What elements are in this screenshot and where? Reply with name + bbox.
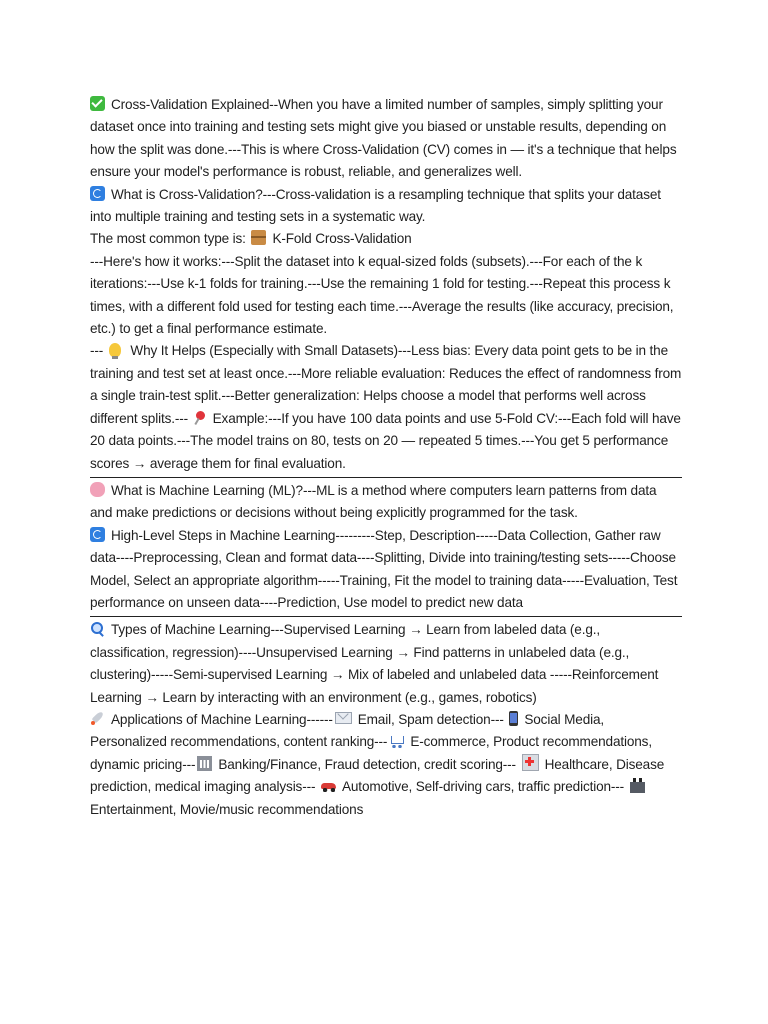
repeat-icon	[90, 527, 105, 542]
application-item: Healthcare, Disease prediction, medical imaging analysis---	[90, 756, 665, 795]
rocket-icon	[90, 711, 105, 726]
what-is-ml-paragraph	[90, 480, 682, 525]
application-item: Banking/Finance, Fraud detection, credit scoring---	[218, 756, 516, 772]
applications-paragraph	[90, 709, 682, 821]
bank-icon	[197, 756, 212, 771]
ml-types-paragraph	[90, 619, 682, 709]
applications-intro: Applications of Machine Learning------	[111, 711, 333, 727]
section-divider	[90, 616, 682, 617]
shopping-cart-icon	[389, 733, 404, 748]
application-item: Entertainment, Movie/music recommendations	[90, 801, 364, 817]
why-it-helps-prefix: ---	[90, 343, 104, 359]
section-divider	[90, 477, 682, 478]
magnifier-icon	[90, 621, 105, 636]
application-item: E-commerce, Product recommendations, dynamic pricing---	[90, 734, 652, 772]
common-type-paragraph	[90, 228, 682, 250]
mobile-phone-icon	[509, 711, 518, 726]
ml-steps-text: High-Level Steps in Machine Learning---------Step, Description-----Data Collection, Gather raw data----Preprocessing, Clean and format data----Splitting, Divide into training/testing sets-----Choose Model, Select an appropriate algorithm-----Training, Fit the model to training data-----Evaluation, Test performance on unseen data----Prediction, Use model to predict new data	[90, 527, 678, 610]
common-type-suffix: K-Fold Cross-Validation	[272, 231, 412, 247]
package-icon	[251, 230, 266, 245]
cv-explained-paragraph	[90, 94, 682, 184]
how-it-works-text: ---Here's how it works:---Split the dataset into k equal-sized folds (subsets).---For each of the k iterations:---Use k-1 folds for training.---Use the remaining 1 fold for testing.---Repeat this process k times, with a different fold used for testing each time.---Average the results (like accuracy, precision, etc.) to get a final performance estimate.	[90, 253, 674, 337]
how-it-works-paragraph	[90, 251, 682, 341]
clapper-board-icon	[630, 778, 645, 793]
what-is-ml-text: What is Machine Learning (ML)?---ML is a method where computers learn patterns from data and make predictions or decisions without being explicitly programmed for the task.	[90, 482, 657, 521]
pushpin-icon	[192, 410, 207, 425]
brain-icon	[90, 482, 105, 497]
common-type-prefix: The most common type is:	[90, 231, 246, 247]
check-mark-icon	[90, 96, 105, 111]
repeat-icon	[90, 186, 105, 201]
what-is-cv-text: What is Cross-Validation?---Cross-validation is a resampling technique that splits your dataset into multiple training and testing sets in a systematic way.	[90, 186, 661, 225]
light-bulb-icon	[109, 343, 121, 357]
what-is-cv-paragraph	[90, 184, 682, 229]
application-item: Social Media, Personalized recommendations, content ranking---	[90, 711, 605, 750]
application-item: Email, Spam detection---	[357, 711, 504, 727]
cv-explained-text: Cross-Validation Explained--When you have a limited number of samples, simply splitting your dataset once into training and testing sets might give you biased or unstable results, depending on how the split was done.---This is where Cross-Validation (CV) comes in — it's a technique that helps ensure your model's performance is robust, reliable, and generalizes well.	[90, 97, 677, 180]
example-text: Example:---If you have 100 data points and use 5-Fold CV:---Each fold will have 20 data points.---The model trains on 80, tests on 20 — repeated 5 times.---You get 5 performance scores → average them for final evaluation.	[90, 410, 681, 471]
car-icon	[321, 778, 336, 793]
envelope-icon	[335, 712, 352, 724]
ml-types-text: Types of Machine Learning---Supervised Learning → Learn from labeled data (e.g., classification, regression)----Unsupervised Learning → Find patterns in unlabeled data (e.g., clustering)-----Semi-supervised Learning → Mix of labeled and unlabeled data -----Reinforcement Learning → Learn by interacting with an environment (e.g., games, robotics)	[90, 622, 659, 705]
hospital-icon	[522, 754, 539, 771]
document-body	[90, 94, 682, 821]
ml-steps-paragraph	[90, 525, 682, 615]
why-it-helps-text: Why It Helps (Especially with Small Datasets)---Less bias: Every data point gets to be in the training and test set at least once.---More reliable evaluation: Reduces the effect of randomness from a single train-test split.---Better generalization: Helps choose a model that performs well across different splits.---	[90, 343, 682, 426]
why-it-helps-paragraph	[90, 340, 682, 474]
application-item: Automotive, Self-driving cars, traffic prediction---	[341, 779, 625, 795]
